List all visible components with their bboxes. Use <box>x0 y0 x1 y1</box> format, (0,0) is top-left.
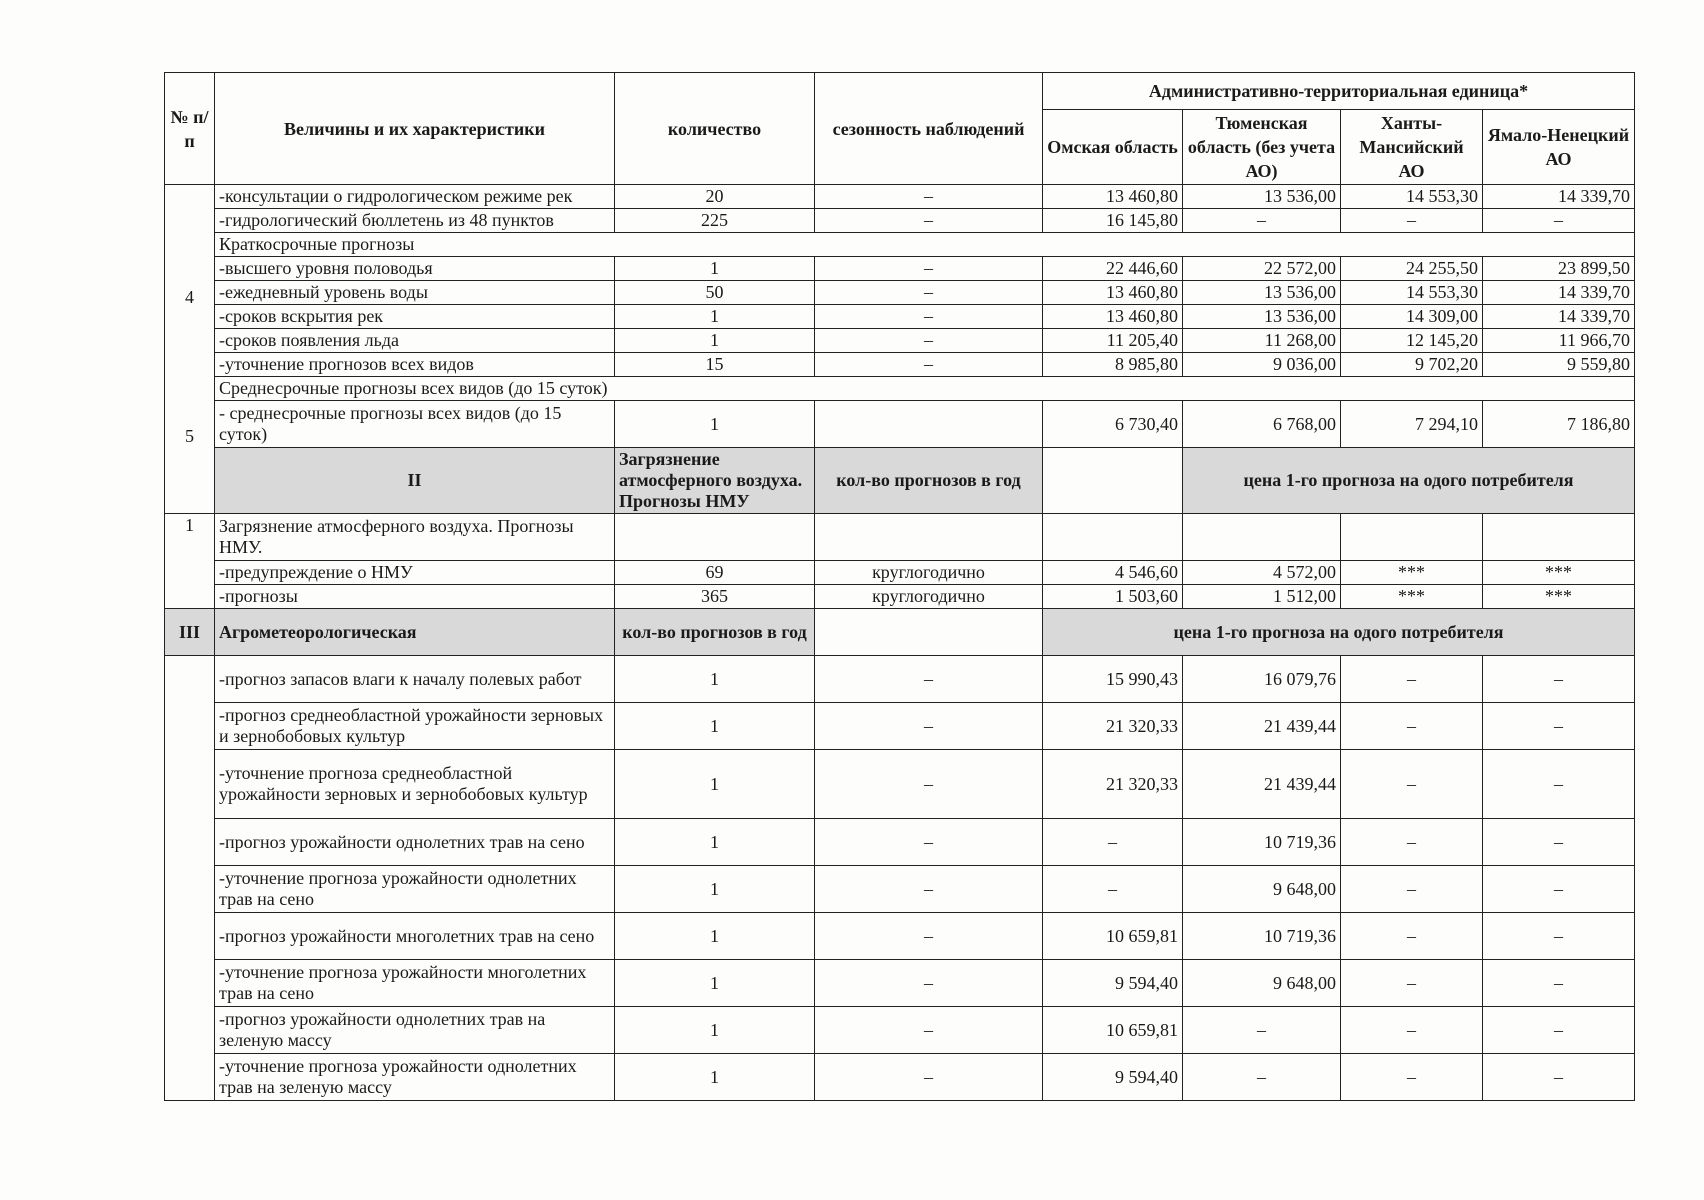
row-value: 21 320,33 <box>1043 750 1183 819</box>
row-value: – <box>1043 866 1183 913</box>
row-name: -высшего уровня половодья <box>215 257 615 281</box>
row-qty: 1 <box>615 257 815 281</box>
row-value: 10 659,81 <box>1043 1007 1183 1054</box>
row-value: 14 553,30 <box>1341 185 1483 209</box>
row-value: – <box>1483 703 1635 750</box>
table-row <box>165 866 1635 913</box>
row-value: 7 294,10 <box>1341 401 1483 448</box>
row-season: – <box>815 703 1043 750</box>
row-value: 14 553,30 <box>1341 281 1483 305</box>
row-qty: 20 <box>615 185 815 209</box>
row-name: -сроков появления льда <box>215 329 615 353</box>
table-row <box>165 209 1635 233</box>
row-value: 16 079,76 <box>1183 656 1341 703</box>
tariff-table <box>164 72 1635 1101</box>
row-season: круглогодично <box>815 585 1043 609</box>
row-season: – <box>815 656 1043 703</box>
row-value: 24 255,50 <box>1341 257 1483 281</box>
row-value: 9 648,00 <box>1183 866 1341 913</box>
table-row <box>165 656 1635 703</box>
row-value: 10 719,36 <box>1183 913 1341 960</box>
row-value: *** <box>1341 561 1483 585</box>
row-name: -уточнение прогноза урожайности однолетних трав на сено <box>215 866 615 913</box>
row-value: 9 648,00 <box>1183 960 1341 1007</box>
table-row <box>165 585 1635 609</box>
section-num: III <box>165 609 215 656</box>
row-season: – <box>815 185 1043 209</box>
row-value: 9 702,20 <box>1341 353 1483 377</box>
section-title-row <box>165 233 1635 257</box>
row-value: – <box>1483 209 1635 233</box>
row-value: 6 730,40 <box>1043 401 1183 448</box>
row-qty: 15 <box>615 353 815 377</box>
row-qty: 225 <box>615 209 815 233</box>
header-season: сезонность наблюдений <box>815 73 1043 185</box>
row-season: – <box>815 750 1043 819</box>
table-row <box>165 1054 1635 1101</box>
section-title: Краткосрочные прогнозы <box>215 233 1635 257</box>
row-name: -уточнение прогноза среднеобластной урожайности зерновых и зернобобовых культур <box>215 750 615 819</box>
row-value: 22 572,00 <box>1183 257 1341 281</box>
row-season: – <box>815 913 1043 960</box>
table-row <box>165 329 1635 353</box>
section-num: II <box>215 448 615 514</box>
section-price-label: цена 1-го прогноза на одого потребителя <box>1043 609 1635 656</box>
row-name: -прогноз среднеобластной урожайности зерновых и зернобобовых культур <box>215 703 615 750</box>
row-season <box>815 401 1043 448</box>
header-num: № п/п <box>165 73 215 185</box>
row-value: – <box>1341 819 1483 866</box>
row-season: – <box>815 281 1043 305</box>
row-name: -предупреждение о НМУ <box>215 561 615 585</box>
row-value: – <box>1341 750 1483 819</box>
row-value: 8 985,80 <box>1043 353 1183 377</box>
subsection-row <box>165 514 1635 561</box>
row-qty: 1 <box>615 1007 815 1054</box>
table-row <box>165 913 1635 960</box>
row-value: 1 512,00 <box>1183 585 1341 609</box>
row-qty: 69 <box>615 561 815 585</box>
row-num-cell <box>165 656 215 1101</box>
table-row <box>165 353 1635 377</box>
row-value: 21 439,44 <box>1183 750 1341 819</box>
subsection-num: 1 <box>165 514 215 609</box>
row-value: 13 460,80 <box>1043 185 1183 209</box>
table-row <box>165 750 1635 819</box>
row-name: -ежедневный уровень воды <box>215 281 615 305</box>
row-value: 13 460,80 <box>1043 305 1183 329</box>
row-value: 10 659,81 <box>1043 913 1183 960</box>
section-num: 4 <box>185 287 194 307</box>
row-value: – <box>1341 1054 1483 1101</box>
section-title-row <box>165 377 1635 401</box>
row-qty: 1 <box>615 703 815 750</box>
section-qty-label: кол-во прогнозов в год <box>815 448 1043 514</box>
row-qty: 1 <box>615 960 815 1007</box>
row-value: 23 899,50 <box>1483 257 1635 281</box>
row-value: *** <box>1341 585 1483 609</box>
row-value: 14 339,70 <box>1483 305 1635 329</box>
row-value: 13 460,80 <box>1043 281 1183 305</box>
row-qty: 1 <box>615 913 815 960</box>
row-value: – <box>1483 1007 1635 1054</box>
section-title: Среднесрочные прогнозы всех видов (до 15 суток) <box>215 377 1635 401</box>
row-value: 9 559,80 <box>1483 353 1635 377</box>
row-season: – <box>815 866 1043 913</box>
row-value: 16 145,80 <box>1043 209 1183 233</box>
row-qty: 1 <box>615 1054 815 1101</box>
row-value: – <box>1483 866 1635 913</box>
header-region-tyumen: Тюменская область (без учета АО) <box>1183 110 1341 185</box>
row-season: – <box>815 209 1043 233</box>
row-name: -прогнозы <box>215 585 615 609</box>
row-name: -уточнение прогнозов всех видов <box>215 353 615 377</box>
table-row <box>165 703 1635 750</box>
row-season: – <box>815 1054 1043 1101</box>
subsection-title: Загрязнение атмосферного воздуха. Прогнозы НМУ. <box>215 514 615 561</box>
row-qty: 1 <box>615 819 815 866</box>
row-value: – <box>1341 209 1483 233</box>
section-header-row <box>165 609 1635 656</box>
row-value: – <box>1341 703 1483 750</box>
row-name: -прогноз урожайности однолетних трав на сено <box>215 819 615 866</box>
empty-cell <box>1043 448 1183 514</box>
row-value: 9 594,40 <box>1043 1054 1183 1101</box>
empty-cell <box>1341 514 1483 561</box>
row-qty: 365 <box>615 585 815 609</box>
row-qty: 1 <box>615 401 815 448</box>
row-value: – <box>1483 960 1635 1007</box>
table-row <box>165 1007 1635 1054</box>
table-row <box>165 960 1635 1007</box>
table-row <box>165 281 1635 305</box>
row-season: – <box>815 960 1043 1007</box>
row-qty: 50 <box>615 281 815 305</box>
header-row-1 <box>165 73 1635 110</box>
row-qty: 1 <box>615 305 815 329</box>
row-value: – <box>1483 656 1635 703</box>
row-value: 15 990,43 <box>1043 656 1183 703</box>
section-header-row <box>165 448 1635 514</box>
header-qty: количество <box>615 73 815 185</box>
row-value: – <box>1341 1007 1483 1054</box>
row-value: 11 966,70 <box>1483 329 1635 353</box>
row-season: – <box>815 819 1043 866</box>
row-value: 4 572,00 <box>1183 561 1341 585</box>
header-name: Величины и их характеристики <box>215 73 615 185</box>
header-unit-group: Административно-территориальная единица* <box>1043 73 1635 110</box>
row-value: 14 309,00 <box>1341 305 1483 329</box>
table-row <box>165 401 1635 448</box>
row-value: – <box>1183 1054 1341 1101</box>
row-num-cell <box>165 185 215 514</box>
row-value: – <box>1341 656 1483 703</box>
row-season: – <box>815 1007 1043 1054</box>
row-value: 1 503,60 <box>1043 585 1183 609</box>
table-row <box>165 257 1635 281</box>
row-value: 9 594,40 <box>1043 960 1183 1007</box>
document-sheet <box>164 72 1634 1101</box>
row-season: – <box>815 329 1043 353</box>
row-value: 21 439,44 <box>1183 703 1341 750</box>
row-name: -гидрологический бюллетень из 48 пунктов <box>215 209 615 233</box>
row-value: – <box>1183 1007 1341 1054</box>
row-qty: 1 <box>615 656 815 703</box>
row-value: 7 186,80 <box>1483 401 1635 448</box>
row-value: 9 036,00 <box>1183 353 1341 377</box>
row-value: 4 546,60 <box>1043 561 1183 585</box>
row-season: – <box>815 305 1043 329</box>
empty-cell <box>815 514 1043 561</box>
row-qty: 1 <box>615 329 815 353</box>
row-name: -прогноз урожайности многолетних трав на сено <box>215 913 615 960</box>
row-value: – <box>1341 960 1483 1007</box>
row-season: – <box>815 257 1043 281</box>
row-value: – <box>1483 750 1635 819</box>
row-value: 12 145,20 <box>1341 329 1483 353</box>
table-row <box>165 305 1635 329</box>
row-name: - среднесрочные прогнозы всех видов (до 15 суток) <box>215 401 615 448</box>
row-value: – <box>1483 819 1635 866</box>
row-value: 6 768,00 <box>1183 401 1341 448</box>
row-name: -сроков вскрытия рек <box>215 305 615 329</box>
row-value: – <box>1483 1054 1635 1101</box>
row-value: 14 339,70 <box>1483 281 1635 305</box>
table-row <box>165 819 1635 866</box>
table-row <box>165 185 1635 209</box>
row-value: – <box>1341 866 1483 913</box>
row-value: 21 320,33 <box>1043 703 1183 750</box>
row-value: *** <box>1483 585 1635 609</box>
row-qty: 1 <box>615 750 815 819</box>
section-num: 5 <box>185 426 194 446</box>
section-qty-label: кол-во прогнозов в год <box>615 609 815 656</box>
table-row <box>165 561 1635 585</box>
empty-cell <box>615 514 815 561</box>
row-name: -прогноз запасов влаги к началу полевых работ <box>215 656 615 703</box>
row-value: 11 268,00 <box>1183 329 1341 353</box>
row-value: 22 446,60 <box>1043 257 1183 281</box>
empty-cell <box>1043 514 1183 561</box>
row-name: -консультации о гидрологическом режиме рек <box>215 185 615 209</box>
header-region-khmao: Ханты-Мансийский АО <box>1341 110 1483 185</box>
empty-cell <box>815 609 1043 656</box>
row-value: – <box>1341 913 1483 960</box>
row-value: 10 719,36 <box>1183 819 1341 866</box>
header-region-yanao: Ямало-Ненецкий АО <box>1483 110 1635 185</box>
row-value: 13 536,00 <box>1183 185 1341 209</box>
row-name: -уточнение прогноза урожайности однолетних трав на зеленую массу <box>215 1054 615 1101</box>
row-value: – <box>1043 819 1183 866</box>
empty-cell <box>1483 514 1635 561</box>
row-value: – <box>1183 209 1341 233</box>
row-season: – <box>815 353 1043 377</box>
row-season: круглогодично <box>815 561 1043 585</box>
row-qty: 1 <box>615 866 815 913</box>
row-value: 11 205,40 <box>1043 329 1183 353</box>
section-price-label: цена 1-го прогноза на одого потребителя <box>1183 448 1635 514</box>
row-value: 13 536,00 <box>1183 281 1341 305</box>
row-value: 13 536,00 <box>1183 305 1341 329</box>
row-value: 14 339,70 <box>1483 185 1635 209</box>
empty-cell <box>1183 514 1341 561</box>
row-value: – <box>1483 913 1635 960</box>
row-value: *** <box>1483 561 1635 585</box>
section-title: Загрязнение атмосферного воздуха. Прогнозы НМУ <box>615 448 815 514</box>
row-name: -прогноз урожайности однолетних трав на зеленую массу <box>215 1007 615 1054</box>
row-name: -уточнение прогноза урожайности многолетних трав на сено <box>215 960 615 1007</box>
header-region-omsk: Омская область <box>1043 110 1183 185</box>
section-title: Агрометеорологическая <box>215 609 615 656</box>
